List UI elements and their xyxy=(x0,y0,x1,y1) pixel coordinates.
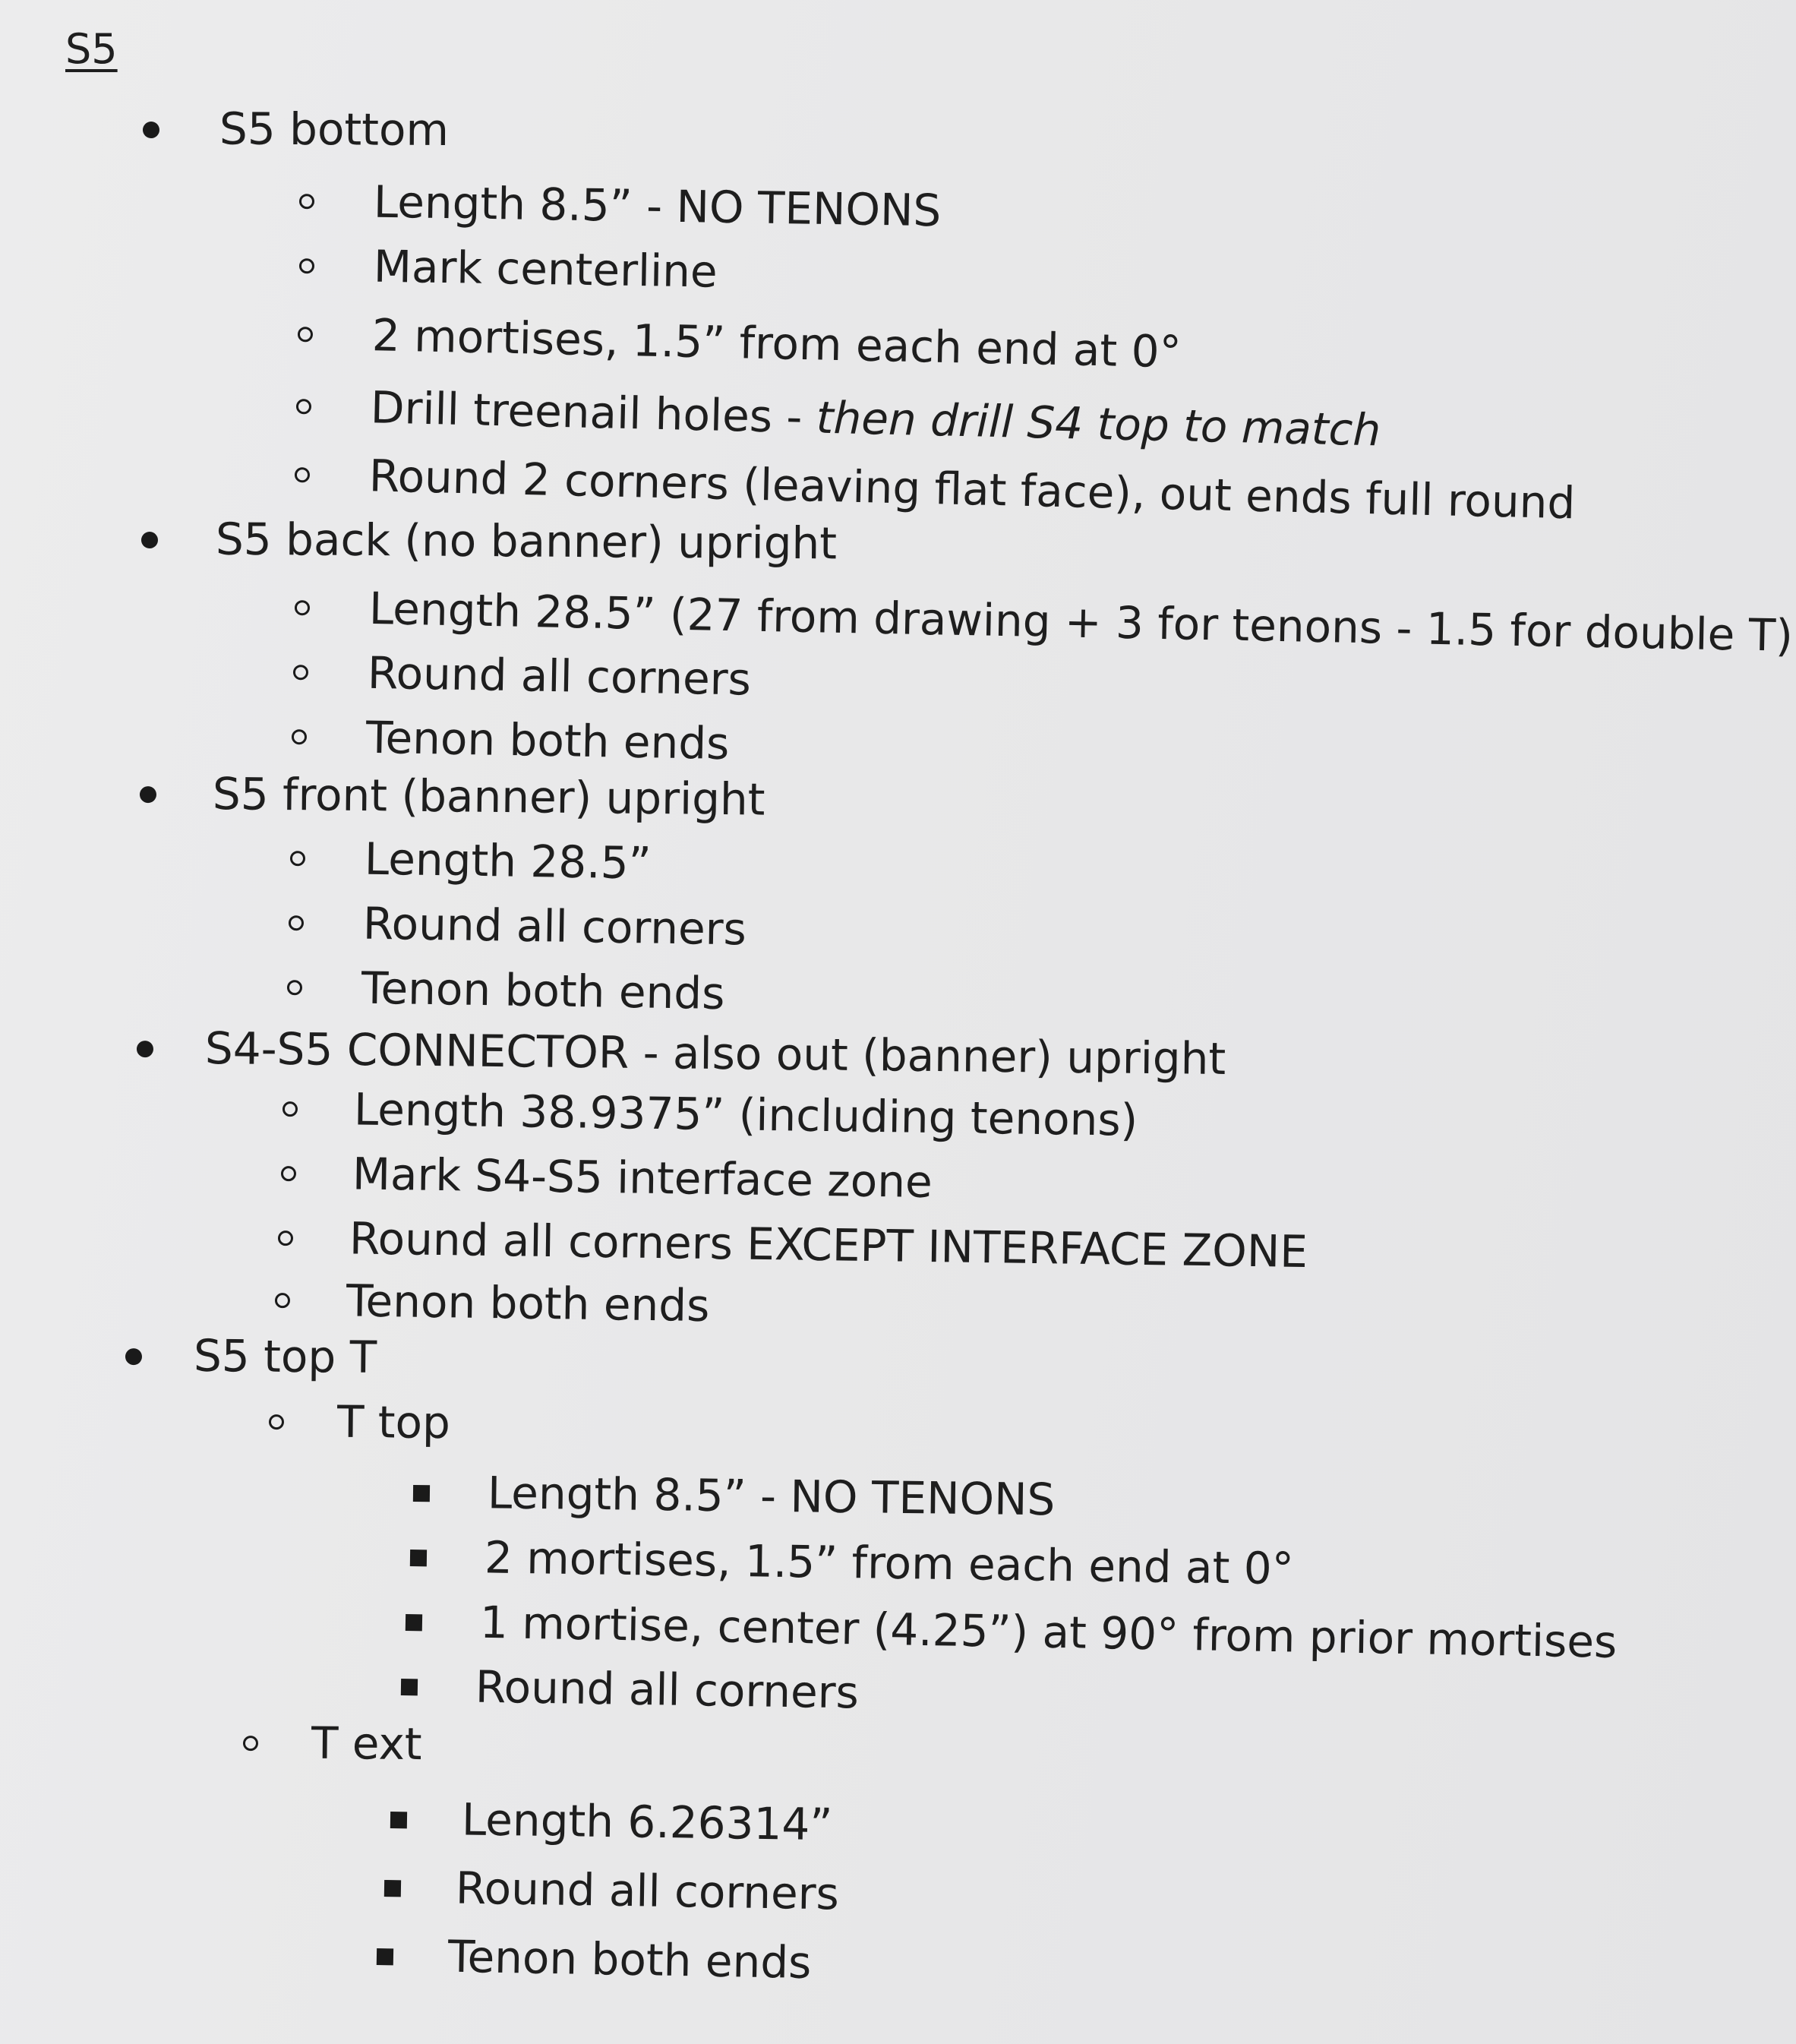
section-s4-s5-connector xyxy=(137,1022,1226,1085)
list-item xyxy=(287,897,747,956)
item-text: Length 38.9375” (including tenons) xyxy=(353,1083,1138,1146)
item-text: Length 8.5” - NO TENONS xyxy=(487,1467,1056,1526)
section-label: S5 bottom xyxy=(219,103,450,156)
item-text: Length 6.26314” xyxy=(461,1793,833,1851)
list-item xyxy=(409,1531,1295,1595)
hollow-bullet-icon xyxy=(289,915,304,930)
square-bullet-icon xyxy=(413,1485,430,1502)
list-item xyxy=(294,381,1381,457)
item-text xyxy=(370,381,1381,456)
filled-bullet-icon xyxy=(125,1348,142,1365)
hollow-bullet-icon xyxy=(295,600,310,615)
hollow-bullet-icon xyxy=(299,258,314,273)
list-item xyxy=(389,1793,833,1851)
hollow-bullet-icon xyxy=(287,980,302,995)
item-text: Mark S4-S5 interface zone xyxy=(352,1148,933,1208)
section-label: S5 top T xyxy=(193,1329,377,1383)
list-item xyxy=(292,582,1794,662)
section-label: S5 front (banner) upright xyxy=(212,767,765,826)
item-text: Tenon both ends xyxy=(365,711,730,770)
filled-bullet-icon xyxy=(141,532,158,548)
subsection-t-top xyxy=(267,1395,451,1449)
item-text: 2 mortises, 1.5” from each end at 0° xyxy=(371,309,1182,378)
item-text: 1 mortise, center (4.25”) at 90° from prior mortises xyxy=(479,1596,1618,1668)
hollow-bullet-icon xyxy=(243,1736,258,1751)
item-text: Tenon both ends xyxy=(447,1930,812,1989)
square-bullet-icon xyxy=(401,1679,418,1695)
list-item xyxy=(295,309,1182,378)
item-text-italic: then drill S4 top to match xyxy=(816,391,1381,457)
item-text-plain: Drill treenail holes - xyxy=(370,381,817,444)
item-text: Round 2 corners (leaving flat face), out ends full round xyxy=(368,450,1577,529)
section-s5-front xyxy=(141,767,765,826)
section-s5-bottom xyxy=(148,103,450,156)
filled-bullet-icon xyxy=(143,122,159,138)
item-text: Tenon both ends xyxy=(361,962,725,1020)
subsection-t-ext xyxy=(241,1717,422,1771)
hollow-bullet-icon xyxy=(293,665,308,680)
list-item xyxy=(289,711,730,770)
list-item xyxy=(298,240,718,298)
subsection-label: T ext xyxy=(311,1717,422,1771)
hollow-bullet-icon xyxy=(292,729,307,744)
hollow-bullet-icon xyxy=(282,1101,298,1117)
hollow-bullet-icon xyxy=(298,327,313,342)
square-bullet-icon xyxy=(377,1948,393,1965)
subsection-label: T top xyxy=(336,1395,451,1449)
square-bullet-icon xyxy=(410,1550,427,1566)
filled-bullet-icon xyxy=(140,786,156,803)
hollow-bullet-icon xyxy=(296,399,311,414)
item-text: Length 28.5” (27 from drawing + 3 for tenons - 1.5 for double T) xyxy=(368,582,1794,662)
list-item xyxy=(383,1862,840,1920)
section-s5-top-t xyxy=(125,1329,377,1383)
list-item xyxy=(289,832,652,889)
hollow-bullet-icon xyxy=(281,1166,296,1181)
item-text: Length 8.5” - NO TENONS xyxy=(373,175,942,237)
filled-bullet-icon xyxy=(137,1041,153,1057)
hollow-bullet-icon xyxy=(275,1293,290,1308)
item-text: Round all corners xyxy=(475,1660,860,1719)
item-text: Round all corners xyxy=(455,1862,840,1920)
section-label: S4-S5 CONNECTOR - also out (banner) upright xyxy=(204,1022,1226,1085)
list-item xyxy=(273,1275,710,1332)
item-text: Round all corners xyxy=(367,646,752,706)
hollow-bullet-icon xyxy=(290,851,305,866)
list-item xyxy=(399,1660,860,1719)
list-item xyxy=(374,1930,812,1989)
section-s5-back xyxy=(144,513,838,570)
section-label: S5 back (no banner) upright xyxy=(215,513,838,570)
hollow-bullet-icon xyxy=(278,1231,293,1246)
list-item xyxy=(279,1148,933,1208)
square-bullet-icon xyxy=(390,1812,407,1828)
square-bullet-icon xyxy=(406,1614,422,1631)
list-item xyxy=(412,1467,1056,1526)
list-item xyxy=(291,646,752,706)
square-bullet-icon xyxy=(384,1880,401,1897)
item-text: Round all corners xyxy=(362,897,747,956)
item-text: Round all corners EXCEPT INTERFACE ZONE xyxy=(349,1212,1308,1278)
list-item xyxy=(292,450,1577,529)
hollow-bullet-icon xyxy=(295,467,310,482)
list-item xyxy=(298,175,942,237)
hollow-bullet-icon xyxy=(299,194,314,209)
item-text: Mark centerline xyxy=(373,240,718,298)
list-item xyxy=(403,1596,1618,1668)
item-text: 2 mortises, 1.5” from each end at 0° xyxy=(484,1531,1295,1595)
list-item xyxy=(281,1083,1138,1146)
page-heading: S5 xyxy=(65,25,118,73)
item-text: Tenon both ends xyxy=(346,1275,710,1332)
list-item xyxy=(276,1212,1308,1278)
item-text: Length 28.5” xyxy=(364,832,652,889)
list-item xyxy=(286,962,725,1020)
hollow-bullet-icon xyxy=(269,1414,284,1430)
